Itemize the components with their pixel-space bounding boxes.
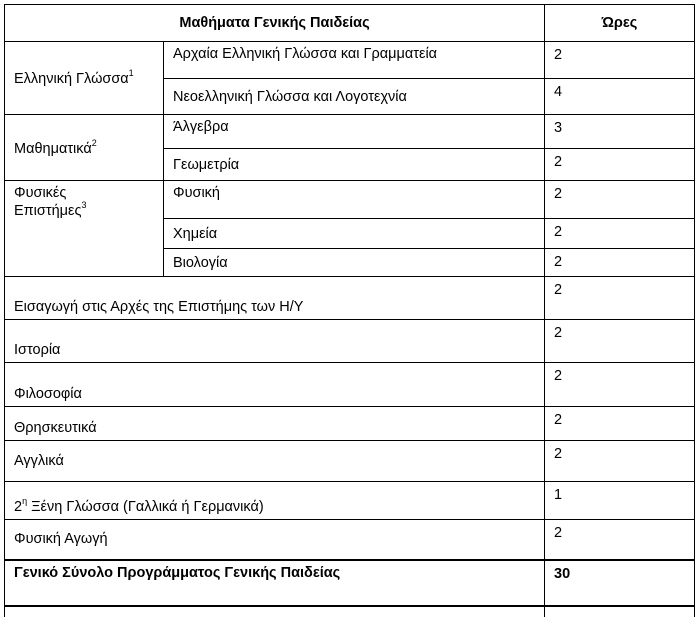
table-row xyxy=(5,407,695,441)
table-row xyxy=(5,320,695,363)
subject-hours: 2 xyxy=(545,407,695,441)
subject-hours: 2 xyxy=(545,277,695,320)
group-name: Ελληνική Γλώσσα$^1$ xyxy=(5,42,164,115)
curriculum-table-container xyxy=(4,4,694,617)
table-row xyxy=(5,42,695,79)
subject-hours: 2 xyxy=(545,249,695,277)
subject-hours: 2 xyxy=(545,320,695,363)
table-row xyxy=(5,441,695,482)
footnote-marker: 1 xyxy=(128,68,134,79)
subject-hours: 2 xyxy=(545,181,695,219)
table-row xyxy=(5,520,695,560)
subject-name: Φυσική Αγωγή xyxy=(5,520,545,560)
header-hours: Ώρες xyxy=(545,5,695,42)
table-row xyxy=(5,363,695,407)
subject-name: Φυσική xyxy=(164,181,545,219)
subject-name: Χημεία xyxy=(164,219,545,249)
subject-name: Αγγλικά xyxy=(5,441,545,482)
subject-name: $2^\eta$ Ξένη Γλώσσα (Γαλλικά ή Γερμανικά) xyxy=(5,482,545,520)
table-row xyxy=(5,115,695,149)
group-name: Φυσικές Επιστήμες$^3$ xyxy=(5,181,164,277)
header-subject: Μαθήματα Γενικής Παιδείας xyxy=(5,5,545,42)
subject-name: Άλγεβρα xyxy=(164,115,545,149)
curriculum-table xyxy=(4,4,695,617)
subject-name: Θρησκευτικά xyxy=(5,407,545,441)
subject-name: Αρχαία Ελληνική Γλώσσα και Γραμματεία xyxy=(164,42,545,79)
subject-hours: 1 xyxy=(545,482,695,520)
subject-hours: 2 xyxy=(545,520,695,560)
subject-name: Βιολογία xyxy=(164,249,545,277)
subject-hours: 2 xyxy=(545,363,695,407)
subject-name: Φιλοσοφία xyxy=(5,363,545,407)
total-label: Γενικό Σύνολο Προγράμματος Γενικής Παιδείας xyxy=(5,560,545,606)
footnote-marker: 3 xyxy=(81,200,87,210)
subject-hours: 2 xyxy=(545,149,695,181)
header-row xyxy=(5,5,695,42)
table-tail-row xyxy=(5,606,695,617)
footnote-marker: 2 xyxy=(91,137,97,148)
group-name: Μαθηματικά$^2$ xyxy=(5,115,164,181)
table-row xyxy=(5,277,695,320)
subject-hours: 2 xyxy=(545,42,695,79)
subject-name: Γεωμετρία xyxy=(164,149,545,181)
subject-name: Νεοελληνική Γλώσσα και Λογοτεχνία xyxy=(164,79,545,115)
subject-hours: 3 xyxy=(545,115,695,149)
subject-hours: 2 xyxy=(545,441,695,482)
table-row xyxy=(5,482,695,520)
table-row xyxy=(5,181,695,219)
subject-name: Ιστορία xyxy=(5,320,545,363)
subject-hours: 2 xyxy=(545,219,695,249)
total-hours: 30 xyxy=(545,560,695,606)
subject-name: Εισαγωγή στις Αρχές της Επιστήμης των Η/Υ xyxy=(5,277,545,320)
total-row xyxy=(5,560,695,606)
subject-hours: 4 xyxy=(545,79,695,115)
